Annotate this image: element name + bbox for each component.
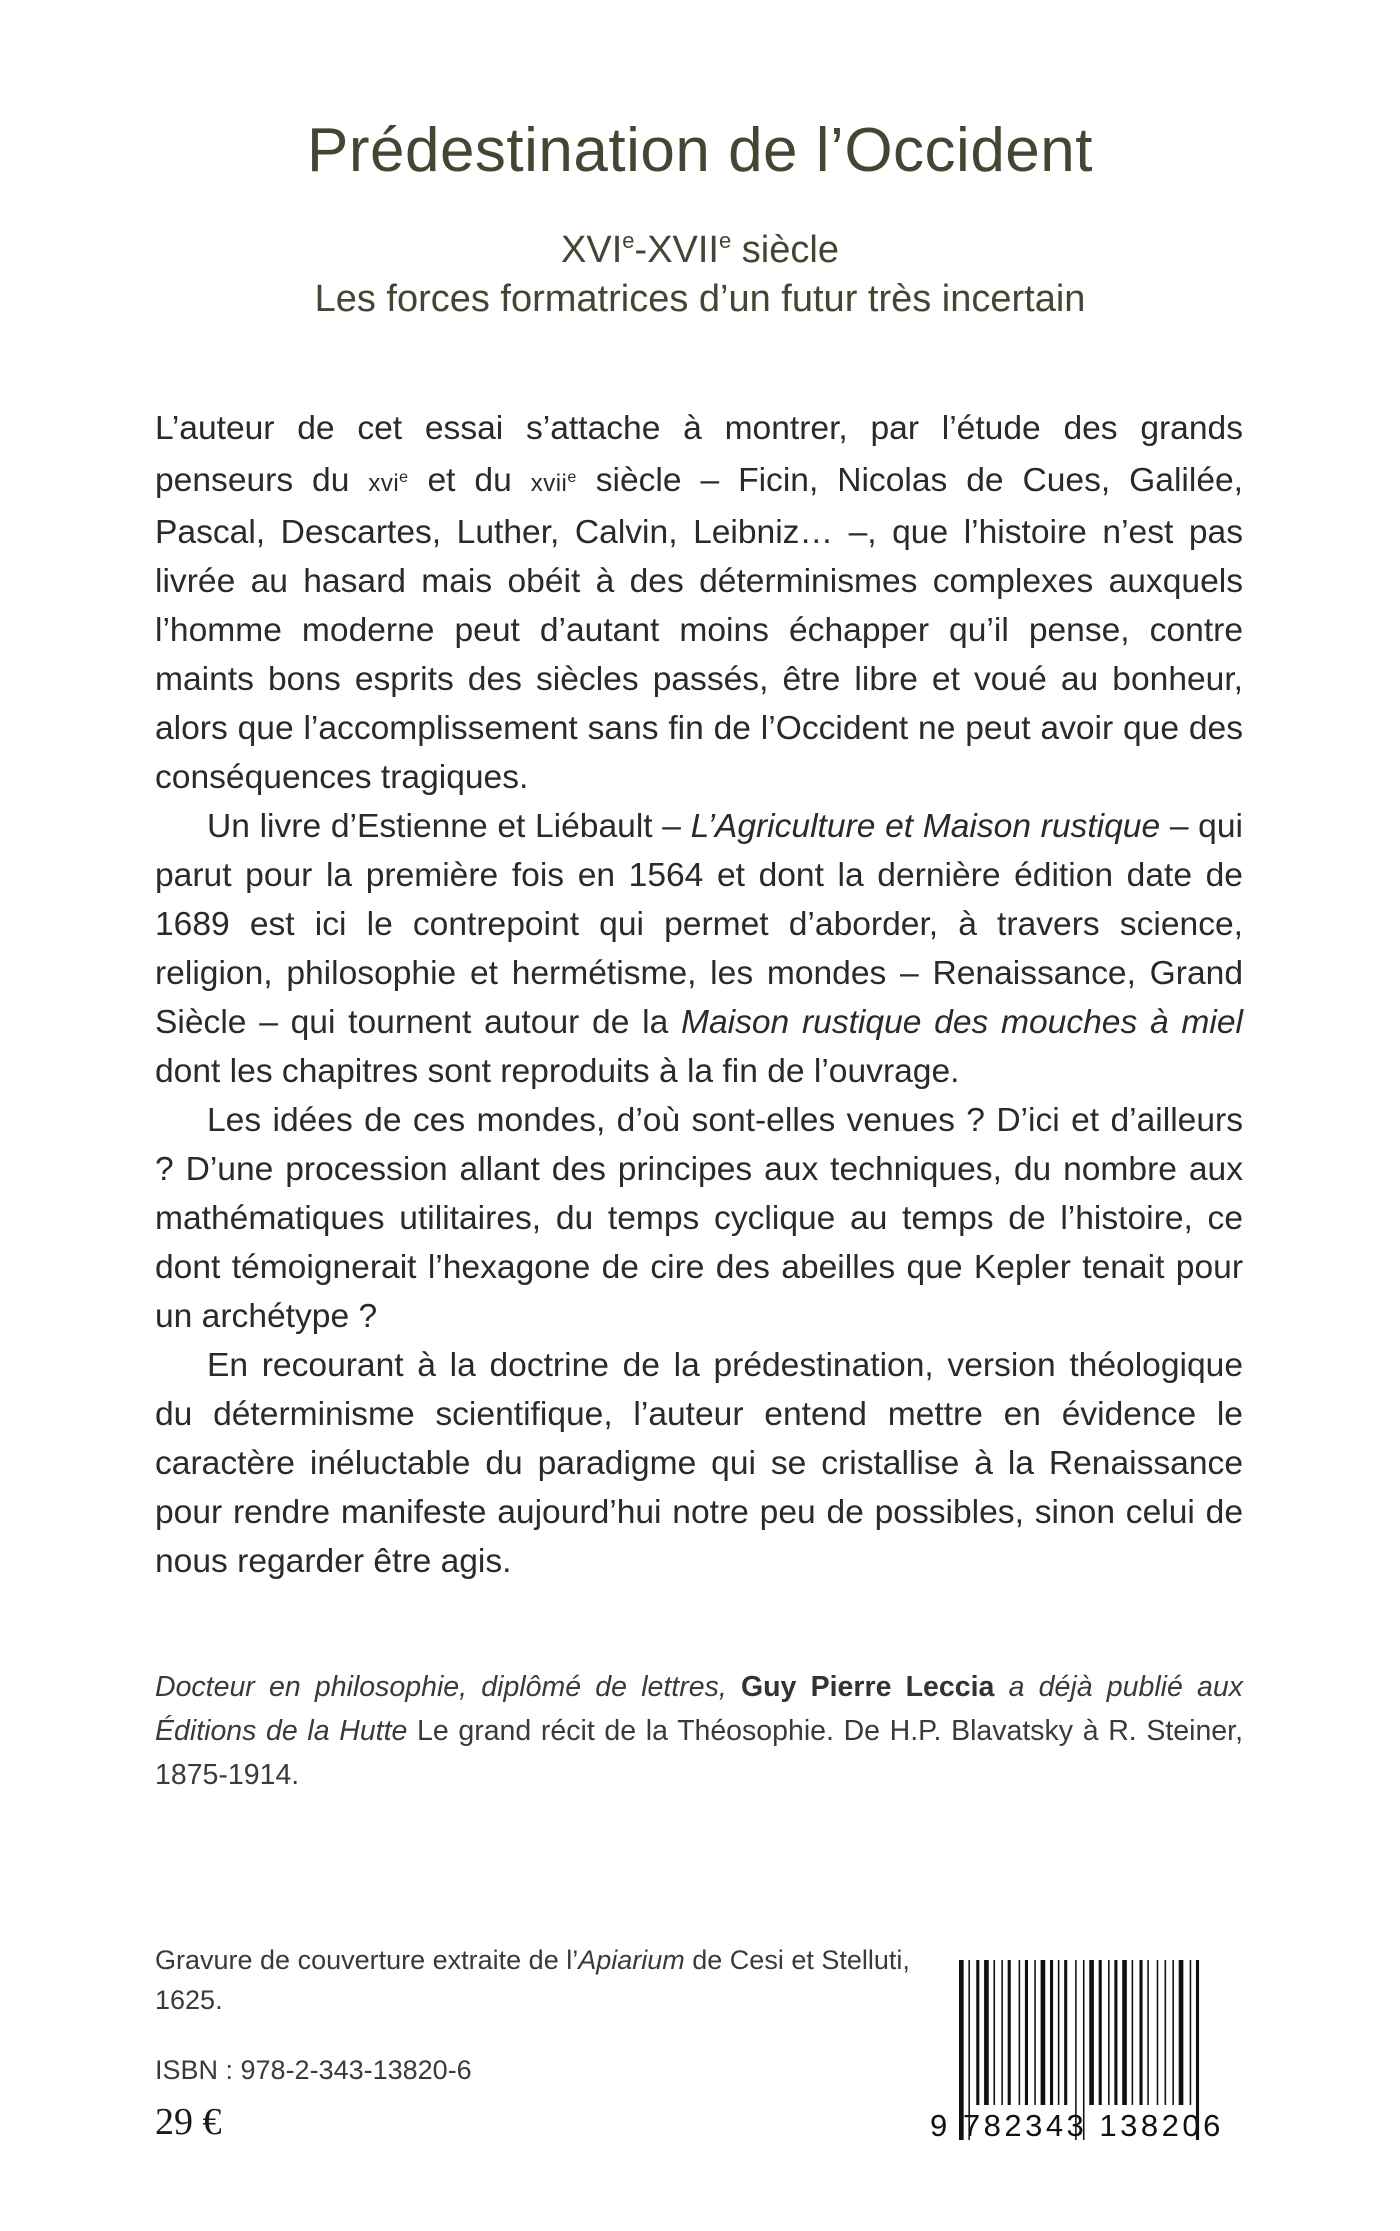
- author-bio: [155, 1665, 1243, 1797]
- p2-text-a: Un livre d’Estienne et Liébault –: [207, 808, 691, 845]
- price: 29 €: [155, 2101, 222, 2143]
- p1-sup1: e: [399, 469, 409, 486]
- bio-mid: a déjà publié aux Éditions de la Hutte: [155, 1671, 1243, 1747]
- author-name: Guy Pierre Leccia: [740, 1671, 995, 1703]
- tagline: Les forces formatrices d’un futur très incertain: [314, 278, 1086, 320]
- p1-sc1: xvi: [368, 470, 400, 497]
- p1-century-xvi: [368, 470, 408, 497]
- paragraph-1: [155, 404, 1243, 802]
- blurb: [155, 404, 1243, 1586]
- p2-text-b: – qui parut pour la première fois en 1564 et dont la dernière édition date de 1689 est ici le contrepoint qui permet d’aborder, à travers science, religion, philosophie et hermétisme, les mondes – Renaissance, Grand Siècle – qui tournent autour de la: [155, 808, 1243, 1041]
- p1-text-a: L’auteur de cet essai s’attache à montrer, par l’étude des grands penseurs du: [155, 410, 1243, 499]
- p1-text-c: siècle – Ficin, Nicolas de Cues, Galilée, Pascal, Descartes, Luther, Calvin, Leibniz… –, que l’histoire n’est pas livrée au hasard mais obéit à des déterminismes complexes auxquels l’homme moderne peut d’autant moins échapper qu’il pense, contre maints bons esprits des siècles passés, être libre et voué au bonheur, alors que l’accomplissement sans fin de l’Occident ne peut avoir que des conséquences tragiques.: [155, 462, 1243, 796]
- cover-credit: [155, 1940, 915, 2020]
- p1-text-b: et du: [408, 462, 531, 499]
- p2-text-c: dont les chapitres sont reproduits à la fin de l’ouvrage.: [155, 1053, 960, 1090]
- century-b-sup: e: [719, 228, 732, 253]
- p1-sc2: xvii: [530, 470, 568, 497]
- paragraph-3: Les idées de ces mondes, d’où sont-elles venues ? D’ici et d’ailleurs ? D’une procession allant des principes aux techniques, du nombre aux mathématiques utilitaires, du temps cyclique au temps de l’histoire, ce dont témoignerait l’hexagone de cire des abeilles que Kepler tenait pour un archétype ?: [155, 1102, 1243, 1335]
- century-a-sup: e: [622, 228, 635, 253]
- century-subtitle: [0, 228, 1400, 272]
- book-title: Prédestination de l’Occident: [306, 116, 1093, 185]
- bio-intro: Docteur en philosophie, diplômé de lettres,: [155, 1671, 741, 1703]
- p2-chapter-title: Maison rustique des mouches à miel: [680, 1004, 1243, 1041]
- century-a: XVI: [561, 229, 623, 271]
- p2-book-title: L’Agriculture et Maison rustique: [690, 808, 1161, 845]
- barcode-digits: 9 782343 138206: [930, 2108, 1224, 2143]
- credit-italic: Apiarium: [578, 1945, 685, 1975]
- isbn: ISBN : 978-2-343-13820-6: [155, 2055, 472, 2085]
- credit-a: Gravure de couverture extraite de l’: [155, 1945, 579, 1975]
- credit-b: de Cesi et Stelluti, 1625.: [155, 1945, 910, 2015]
- paragraph-2: [155, 802, 1243, 1096]
- paragraph-4: En recourant à la doctrine de la prédestination, version théologique du déterminisme scientifique, l’auteur entend mettre en évidence le caractère inéluctable du paradigme qui se cristallise à la Renaissance pour rendre manifeste aujourd’hui notre peu de possibles, sinon celui de nous regarder être agis.: [155, 1347, 1243, 1580]
- p1-century-xvii: [531, 470, 577, 497]
- century-dash: -: [634, 229, 648, 271]
- century-word: siècle: [731, 229, 839, 271]
- bio-book: Le grand récit de la Théosophie. De H.P. Blavatsky à R. Steiner, 1875-1914.: [155, 1715, 1243, 1791]
- century-b: XVII: [647, 229, 719, 271]
- p1-sup2: e: [567, 469, 577, 486]
